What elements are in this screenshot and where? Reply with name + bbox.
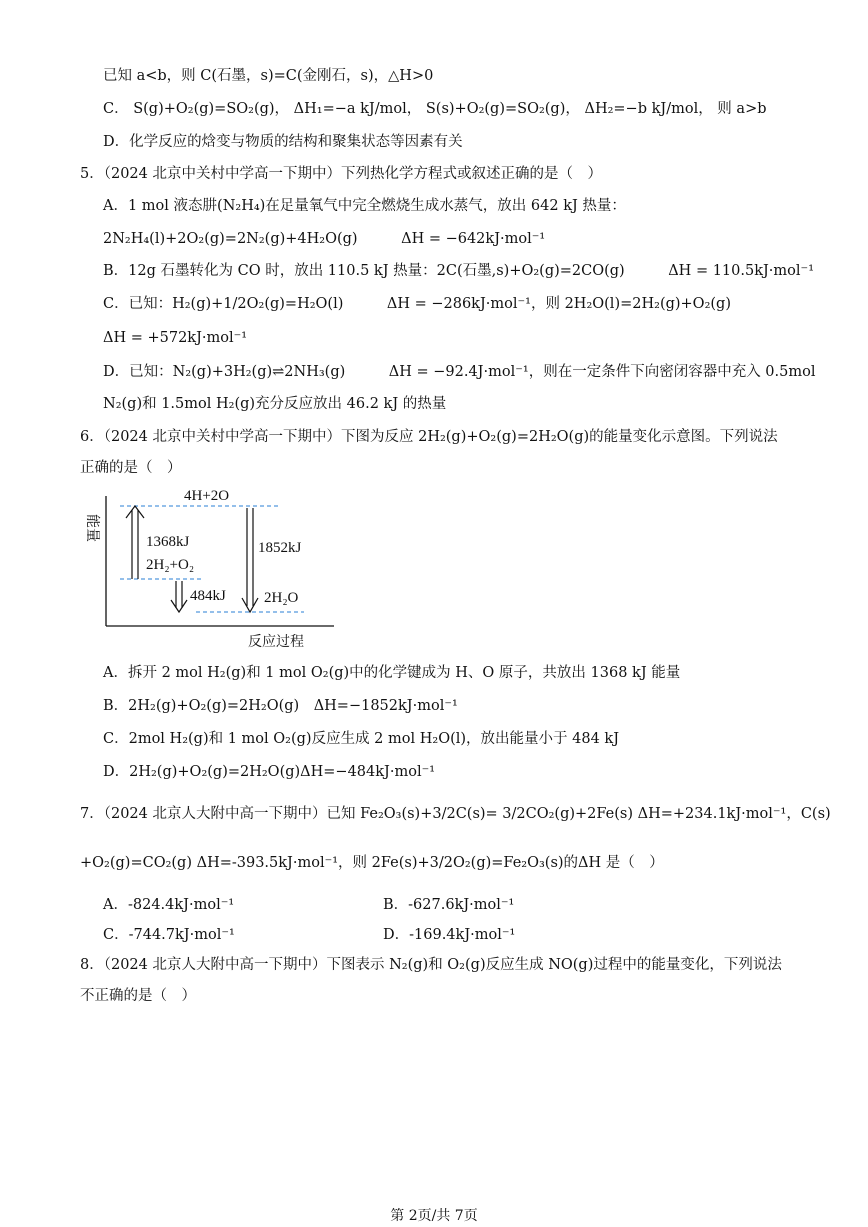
question-8-stem: 8．（2024 北京人大附中高一下期中）下图表示 N₂(g)和 O₂(g)反应生成 NO(g)过程中的能量变化，下列说法 <box>80 957 782 973</box>
option-d: D．-169.4kJ·mol⁻¹ <box>383 927 516 943</box>
text-line: 不正确的是（ ） <box>80 988 196 1004</box>
arrow-down-large-label: 1852kJ <box>258 540 302 556</box>
energy-diagram <box>84 482 338 652</box>
option-b: B．12g 石墨转化为 CO 时，放出 110.5 kJ 热量：2C(石墨,s)+O₂(g)=2CO(g) ΔH = 110.5kJ·mol⁻¹ <box>103 263 815 279</box>
option-a: A．拆开 2 mol H₂(g)和 1 mol O₂(g)中的化学键成为 H、O 原子，共放出 1368 kJ 能量 <box>103 665 681 681</box>
text-line: 正确的是（ ） <box>80 460 182 476</box>
bottom-level-label: 2H₂O <box>264 590 299 606</box>
option-a: A．-824.4kJ·mol⁻¹ <box>103 897 235 913</box>
equation-line: 2N₂H₄(l)+2O₂(g)=2N₂(g)+4H₂O(g) ΔH = −642kJ·mol⁻¹ <box>103 231 546 247</box>
top-level-label: 4H+2O <box>184 488 230 504</box>
option-d: D．已知：N₂(g)+3H₂(g)⇌2NH₃(g) ΔH = −92.4J·mol⁻¹，则在一定条件下向密闭容器中充入 0.5mol <box>103 364 816 380</box>
question-7-stem: 7．（2024 北京人大附中高一下期中）已知 Fe₂O₃(s)+3/2C(s)= 3/2CO₂(g)+2Fe(s) ΔH=+234.1kJ·mol⁻¹，C(s) <box>80 806 831 822</box>
option-c: C． S(g)+O₂(g)=SO₂(g)， ΔH₁=−a kJ/mol， S(s)+O₂(g)=SO₂(g)， ΔH₂=−b kJ/mol， 则 a>b <box>103 101 767 117</box>
arrow-down-1852 <box>242 508 258 612</box>
page-footer: 第 2页/共 7页 <box>390 1208 478 1224</box>
x-axis-label: 反应过程 <box>248 634 304 650</box>
option-c: C．2mol H₂(g)和 1 mol O₂(g)反应生成 2 mol H₂O(l)，放出能量小于 484 kJ <box>103 731 620 747</box>
question-5-stem: 5．（2024 北京中关村中学高一下期中）下列热化学方程式或叙述正确的是（ ） <box>80 166 602 182</box>
option-d: D．2H₂(g)+O₂(g)=2H₂O(g)ΔH=−484kJ·mol⁻¹ <box>103 764 436 780</box>
middle-level-label: 2H₂+O₂ <box>146 557 195 573</box>
option-d: D．化学反应的焓变与物质的结构和聚集状态等因素有关 <box>103 134 463 150</box>
option-b: B．2H₂(g)+O₂(g)=2H₂O(g) ΔH=−1852kJ·mol⁻¹ <box>103 698 458 714</box>
text-line: +O₂(g)=CO₂(g) ΔH=-393.5kJ·mol⁻¹，则 2Fe(s)+3/2O₂(g)=Fe₂O₃(s)的ΔH 是（ ） <box>80 855 664 871</box>
option-c: C．-744.7kJ·mol⁻¹ <box>103 927 235 943</box>
arrow-down-484 <box>171 581 187 612</box>
option-c: C．已知：H₂(g)+1/2O₂(g)=H₂O(l) ΔH = −286kJ·mol⁻¹，则 2H₂O(l)=2H₂(g)+O₂(g) <box>103 296 731 312</box>
option-b: B．-627.6kJ·mol⁻¹ <box>383 897 515 913</box>
arrow-up-1368 <box>126 506 144 579</box>
option-a: A．1 mol 液态肼(N₂H₄)在足量氧气中完全燃烧生成水蒸气，放出 642 kJ 热量： <box>103 198 626 214</box>
arrow-down-small-label: 484kJ <box>190 588 226 604</box>
y-axis-label: 能量 <box>84 514 100 542</box>
text-line: N₂(g)和 1.5mol H₂(g)充分反应放出 46.2 kJ 的热量 <box>103 396 447 412</box>
arrow-up-label: 1368kJ <box>146 534 190 550</box>
equation-line: ΔH = +572kJ·mol⁻¹ <box>103 330 248 346</box>
question-6-stem: 6．（2024 北京中关村中学高一下期中）下图为反应 2H₂(g)+O₂(g)=2H₂O(g)的能量变化示意图。下列说法 <box>80 429 778 445</box>
text-line: 已知 a<b，则 C(石墨，s)=C(金刚石，s)，△H>0 <box>103 68 434 84</box>
